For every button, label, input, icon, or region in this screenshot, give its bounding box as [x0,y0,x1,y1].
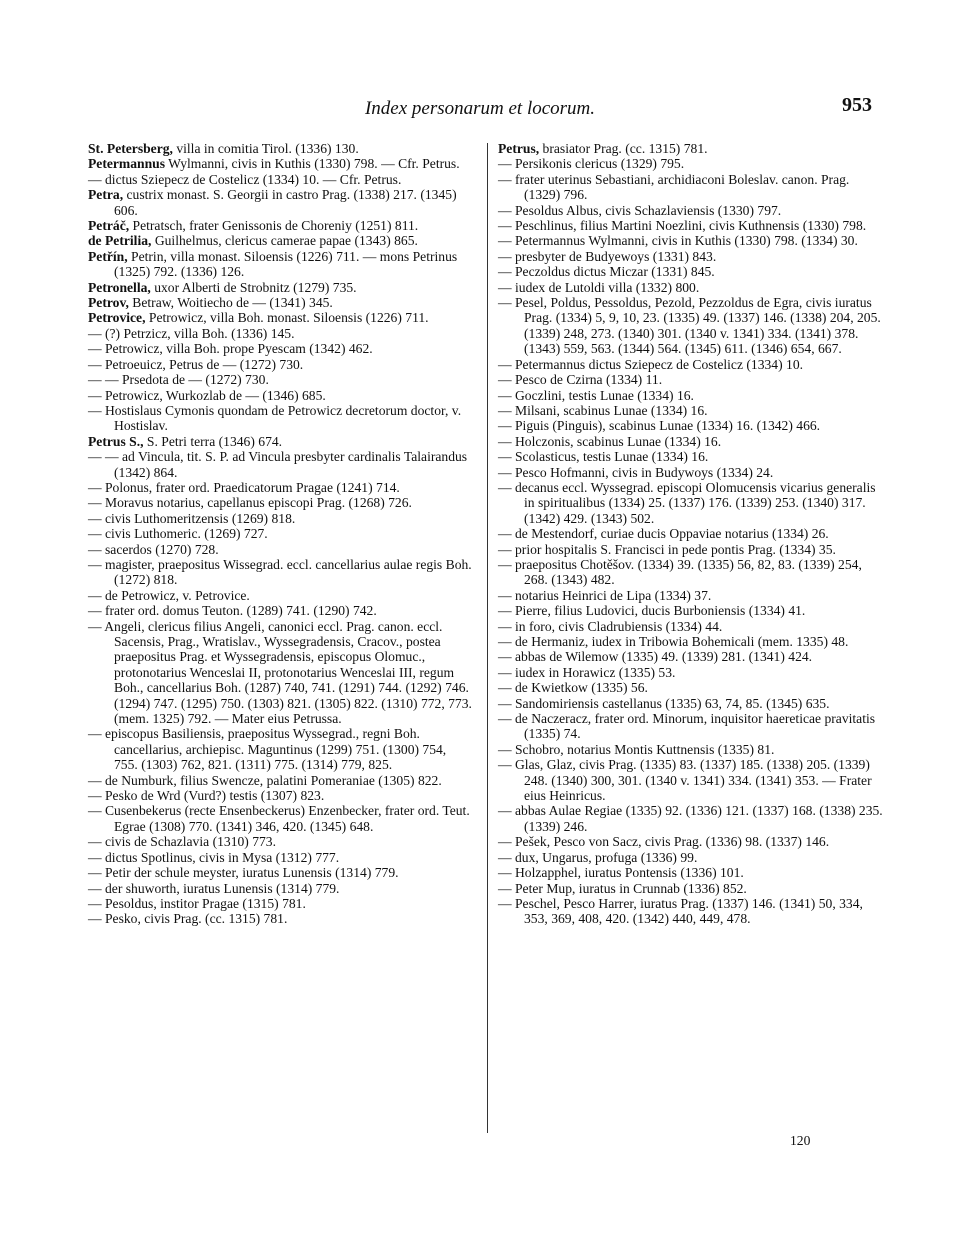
entry-text: S. Petri terra (1346) 674. [143,433,283,449]
index-entry [498,203,883,218]
index-entry [88,172,473,187]
entry-text: — iudex de Lutoldi villa (1332) 800. [498,279,700,295]
entry-text: — — ad Vincula, tit. S. P. ad Vincula presbyter cardinalis Talairandus (1342) 864. [88,449,468,480]
index-entry [498,249,883,264]
entry-text: — Pesel, Poldus, Pessoldus, Pezold, Pezzoldus de Egra, civis iuratus Prag. (1334) 5, 9, 10, 23. (1335) 49. (1337) 146. (1338) 204, 205. (1339) 248, 273. (1340) 301. (1340 v. 1341) 334. (1341) 378. (1343) 559, 563. (1344) 564. (1345) 611. (1346) 654, 667. [498,295,881,357]
entry-lemma: Petrus, [498,141,540,156]
entry-lemma: Petermannus [88,156,166,172]
index-entry [88,773,473,788]
entry-text: — dux, Ungarus, profuga (1336) 99. [498,849,698,865]
entry-text: — civis Luthomeritzensis (1269) 818. [88,510,296,526]
entry-text: — Pesoldus, institor Pragae (1315) 781. [88,895,306,911]
index-entry [498,434,883,449]
index-entry [88,249,473,280]
entry-text: — Milsani, scabinus Lunae (1334) 16. [498,402,708,418]
index-entry [498,218,883,233]
index-entry [498,588,883,603]
entry-text: — Peschlinus, filius Martini Noezlini, civis Kuthnensis (1330) 798. [498,218,867,234]
entry-text: — iudex in Horawicz (1335) 53. [498,664,676,680]
entry-text: — Goczlini, testis Lunae (1334) 16. [498,387,694,403]
entry-text: — Petrowicz, villa Boh. prope Pyescam (1342) 462. [88,341,373,357]
entry-text: — — Prsedota de — (1272) 730. [88,372,269,388]
entry-text: — Peschel, Pesco Harrer, iuratus Prag. (1337) 146. (1341) 50, 334, 353, 369, 408, 420. (1342) 440, 449, 478. [498,895,863,927]
index-entry [88,388,473,403]
left-index-column [88,141,473,927]
entry-text: — frater uterinus Sebastiani, archidiaconi Boleslav. canon. Prag. (1329) 796. [498,171,850,203]
entry-text: — civis Luthomeric. (1269) 727. [88,526,268,542]
entry-lemma: Petrovice, [88,310,146,326]
index-entry [498,634,883,649]
entry-text: — Petermannus dictus Sziepecz de Costelicz (1334) 10. [498,356,804,372]
entry-text: — Scolasticus, testis Lunae (1334) 16. [498,449,709,465]
index-entry [498,757,883,803]
running-header-title: Index personarum et locorum. [364,98,596,119]
entry-lemma: Petráč, [88,218,130,234]
index-entry [498,388,883,403]
entry-text: Petratsch, frater Genissonis de Choreniy (1251) 811. [129,218,419,234]
index-entry [88,310,473,325]
entry-text: Guilhelmus, clericus camerae papae (1343) 865. [151,233,418,249]
entry-text: — de Mestendorf, curiae ducis Oppaviae notarius (1334) 26. [498,526,829,542]
index-entry [88,326,473,341]
entry-lemma: St. Petersberg, [88,141,173,156]
index-entry [498,233,883,248]
index-entry [88,141,473,156]
entry-text: — Pesko, civis Prag. (cc. 1315) 781. [88,911,288,927]
index-entry [88,341,473,356]
entry-text: Petrin, villa monast. Siloensis (1226) 711. — mons Petrinus (1325) 792. (1336) 126. [114,248,458,280]
index-entry [498,896,883,927]
index-entry [88,372,473,387]
entry-text: — Moravus notarius, capellanus episcopi Prag. (1268) 726. [88,495,412,511]
index-entry [498,465,883,480]
entry-text: — notarius Heinrici de Lipa (1334) 37. [498,587,712,603]
entry-text: — decanus eccl. Wyssegrad. episcopi Olomucensis vicarius generalis in spiritualibus (1334) 25. (1337) 176. (1339) 253. (1340) 317. (1342) 429. (1343) 502. [498,479,876,526]
index-entry [88,588,473,603]
entry-text: — episcopus Basiliensis, praepositus Wyssegrad., regni Boh. cancellarius, archiepisc. Maguntinus (1299) 751. (1300) 754, 755. (1303) 762, 821. (1311) 775. (1314) 779, 825. [88,726,447,773]
index-entry [498,742,883,757]
index-entry [88,449,473,480]
entry-text: — Petroeuicz, Petrus de — (1272) 730. [88,356,304,372]
index-entry [88,480,473,495]
index-entry [498,156,883,171]
entry-text: — Persikonis clericus (1329) 795. [498,156,685,172]
entry-text: — in foro, civis Cladrubiensis (1334) 44. [498,618,723,634]
index-entry [88,865,473,880]
index-entry [498,665,883,680]
index-entry [498,803,883,834]
index-entry [88,881,473,896]
entry-text: — presbyter de Budyewoys (1331) 843. [498,248,717,264]
index-entry [88,357,473,372]
index-entry [498,711,883,742]
entry-text: — Pešek, Pesco von Sacz, civis Prag. (1336) 98. (1337) 146. [498,834,830,850]
index-entry [498,418,883,433]
entry-text: villa in comitia Tirol. (1336) 130. [172,141,359,156]
index-entry [88,557,473,588]
entry-text: — de Petrowicz, v. Petrovice. [88,587,250,603]
entry-text: — Petrowicz, Wurkozlab de — (1346) 685. [88,387,326,403]
index-entry [88,434,473,449]
index-entry [88,834,473,849]
entry-text: — Sandomiriensis castellanus (1335) 63, 74, 85. (1345) 635. [498,695,830,711]
entry-text: — dictus Spotlinus, civis in Mysa (1312) 777. [88,849,340,865]
index-entry [88,156,473,171]
index-entry [498,295,883,357]
entry-lemma: Petra, [88,187,124,203]
entry-text: — Pierre, filius Ludovici, ducis Burboniensis (1334) 41. [498,603,806,619]
entry-text: — frater ord. domus Teuton. (1289) 741. (1290) 742. [88,603,377,619]
entry-text: custrix monast. S. Georgii in castro Prag. (1338) 217. (1345) 606. [114,187,457,218]
index-entry [498,141,883,156]
entry-text: — civis de Schazlavia (1310) 773. [88,834,276,850]
index-entry [88,788,473,803]
entry-lemma: de Petrilia, [88,233,152,249]
entry-lemma: Petrus S., [88,433,144,449]
entry-text: — de Numburk, filius Swencze, palatini Pomeraniae (1305) 822. [88,772,442,788]
entry-text: Wylmanni, civis in Kuthis (1330) 798. — Cfr. Petrus. [165,156,460,172]
entry-text: — Peczoldus dictus Miczar (1331) 845. [498,264,715,280]
entry-text: — Cusenbekerus (recte Ensenbeckerus) Enzenbecker, frater ord. Teut. Egrae (1308) 770. (1341) 346, 420. (1345) 648. [88,803,470,834]
index-entry [498,603,883,618]
entry-lemma: Petřín, [88,248,128,264]
entry-text: — de Hermaniz, iudex in Tribowia Bohemicali (mem. 1335) 48. [498,634,849,649]
index-entry [498,649,883,664]
entry-text: — de Naczeracz, frater ord. Minorum, inquisitor haereticae pravitatis (1335) 74. [498,711,876,742]
index-entry [498,372,883,387]
entry-text: — Polonus, frater ord. Praedicatorum Pragae (1241) 714. [88,479,400,495]
index-entry [498,172,883,203]
index-entry [498,619,883,634]
index-entry [498,264,883,279]
entry-text: — prior hospitalis S. Francisci in pede pontis Prag. (1334) 35. [498,541,836,557]
entry-text: Betraw, Woitiecho de — (1341) 345. [128,295,333,311]
entry-text: — Pesco Hofmanni, civis in Budywoys (1334) 24. [498,464,774,480]
entry-text: brasiator Prag. (cc. 1315) 781. [539,141,708,156]
index-entry [498,480,883,526]
entry-text: — dictus Sziepecz de Costelicz (1334) 10. — Cfr. Petrus. [88,171,402,187]
page-number: 953 [842,94,872,116]
index-entry [88,911,473,926]
index-entry [498,850,883,865]
entry-text: — Schobro, notarius Montis Kuttnensis (1335) 81. [498,741,775,757]
index-entry [88,850,473,865]
index-entry [498,680,883,695]
entry-text: — Petir der schule meyster, iuratus Lunensis (1314) 779. [88,865,399,881]
index-entry [498,449,883,464]
entry-text: — Glas, Glaz, civis Prag. (1335) 83. (1337) 185. (1338) 205. (1339) 248. (1340) 300, 301. (1340 v. 1341) 334. (1341) 353. — Frater eius Heinricus. [498,757,872,804]
column-divider [487,143,488,1133]
index-entry [88,403,473,434]
entry-text: — der shuworth, iuratus Lunensis (1314) 779. [88,880,340,896]
entry-text: — Pesoldus Albus, civis Schazlaviensis (1330) 797. [498,202,782,218]
entry-text: — (?) Petrzicz, villa Boh. (1336) 145. [88,325,295,341]
index-entry [88,803,473,834]
entry-text: — Pesko de Wrd (Vurd?) testis (1307) 823. [88,788,325,804]
index-entry [88,542,473,557]
entry-text: — praepositus Chotěšov. (1334) 39. (1335) 56, 82, 83. (1339) 254, 268. (1343) 482. [498,556,862,588]
entry-text: — Hostislaus Cymonis quondam de Petrowicz decretorum doctor, v. Hostislav. [88,402,462,434]
index-entry [498,280,883,295]
entry-text: — de Kwietkow (1335) 56. [498,680,648,696]
index-entry [88,896,473,911]
index-entry [498,557,883,588]
index-entry [88,619,473,727]
entry-text: — abbas de Wilemow (1335) 49. (1339) 281. (1341) 424. [498,649,813,665]
index-entry [88,218,473,233]
index-entry [88,233,473,248]
entry-text: — Holzapphel, iuratus Pontensis (1336) 101. [498,865,744,881]
index-entry [498,403,883,418]
printer-signature-mark: 120 [790,1133,811,1148]
index-entry [88,295,473,310]
index-entry [498,834,883,849]
entry-text: — sacerdos (1270) 728. [88,541,219,557]
entry-text: — Peter Mup, iuratus in Crunnab (1336) 852. [498,880,747,896]
index-entry [88,526,473,541]
index-entry [498,696,883,711]
index-entry [88,726,473,772]
right-index-column [498,141,883,927]
entry-text: — Holczonis, scabinus Lunae (1334) 16. [498,433,722,449]
entry-lemma: Petronella, [88,279,151,295]
index-entry [88,495,473,510]
entry-text: — Angeli, clericus filius Angeli, canonici eccl. Prag. canon. eccl. Sacensis, Prag., Wratislav., Wyssegradensis, Cracov., postea praepositus Prag. et Wyssegradensis, episcopus Olomuc., protonotarius Wenceslai II, protonotarius Wenceslai III, regum Boh., cancellarius Boh. (1287) 740, 741. (1291) 744. (1292) 746. (1294) 747. (1295) 750. (1303) 821. (1305) 822. (1310) 772, 773. (mem. 1325) 792. — Mater eius Petrussa. [88,618,472,727]
index-entry [498,357,883,372]
entry-lemma: Petrov, [88,295,129,311]
index-entry [88,511,473,526]
index-entry [88,187,473,218]
index-entry [88,603,473,618]
index-entry [498,865,883,880]
index-entry [498,526,883,541]
entry-text: — magister, praepositus Wissegrad. eccl. cancellarius aulae regis Boh. (1272) 818. [88,556,472,588]
entry-text: — Piguis (Pinguis), scabinus Lunae (1334) 16. (1342) 466. [498,418,821,434]
index-entry [498,542,883,557]
entry-text: — Petermannus Wylmanni, civis in Kuthis (1330) 798. (1334) 30. [498,233,858,249]
index-entry [498,881,883,896]
index-entry [88,280,473,295]
entry-text: uxor Alberti de Strobnitz (1279) 735. [150,279,357,295]
entry-text: Petrowicz, villa Boh. monast. Siloensis (1226) 711. [145,310,429,326]
entry-text: — abbas Aulae Regiae (1335) 92. (1336) 121. (1337) 168. (1338) 235. (1339) 246. [498,803,883,834]
entry-text: — Pesco de Czirna (1334) 11. [498,372,663,388]
